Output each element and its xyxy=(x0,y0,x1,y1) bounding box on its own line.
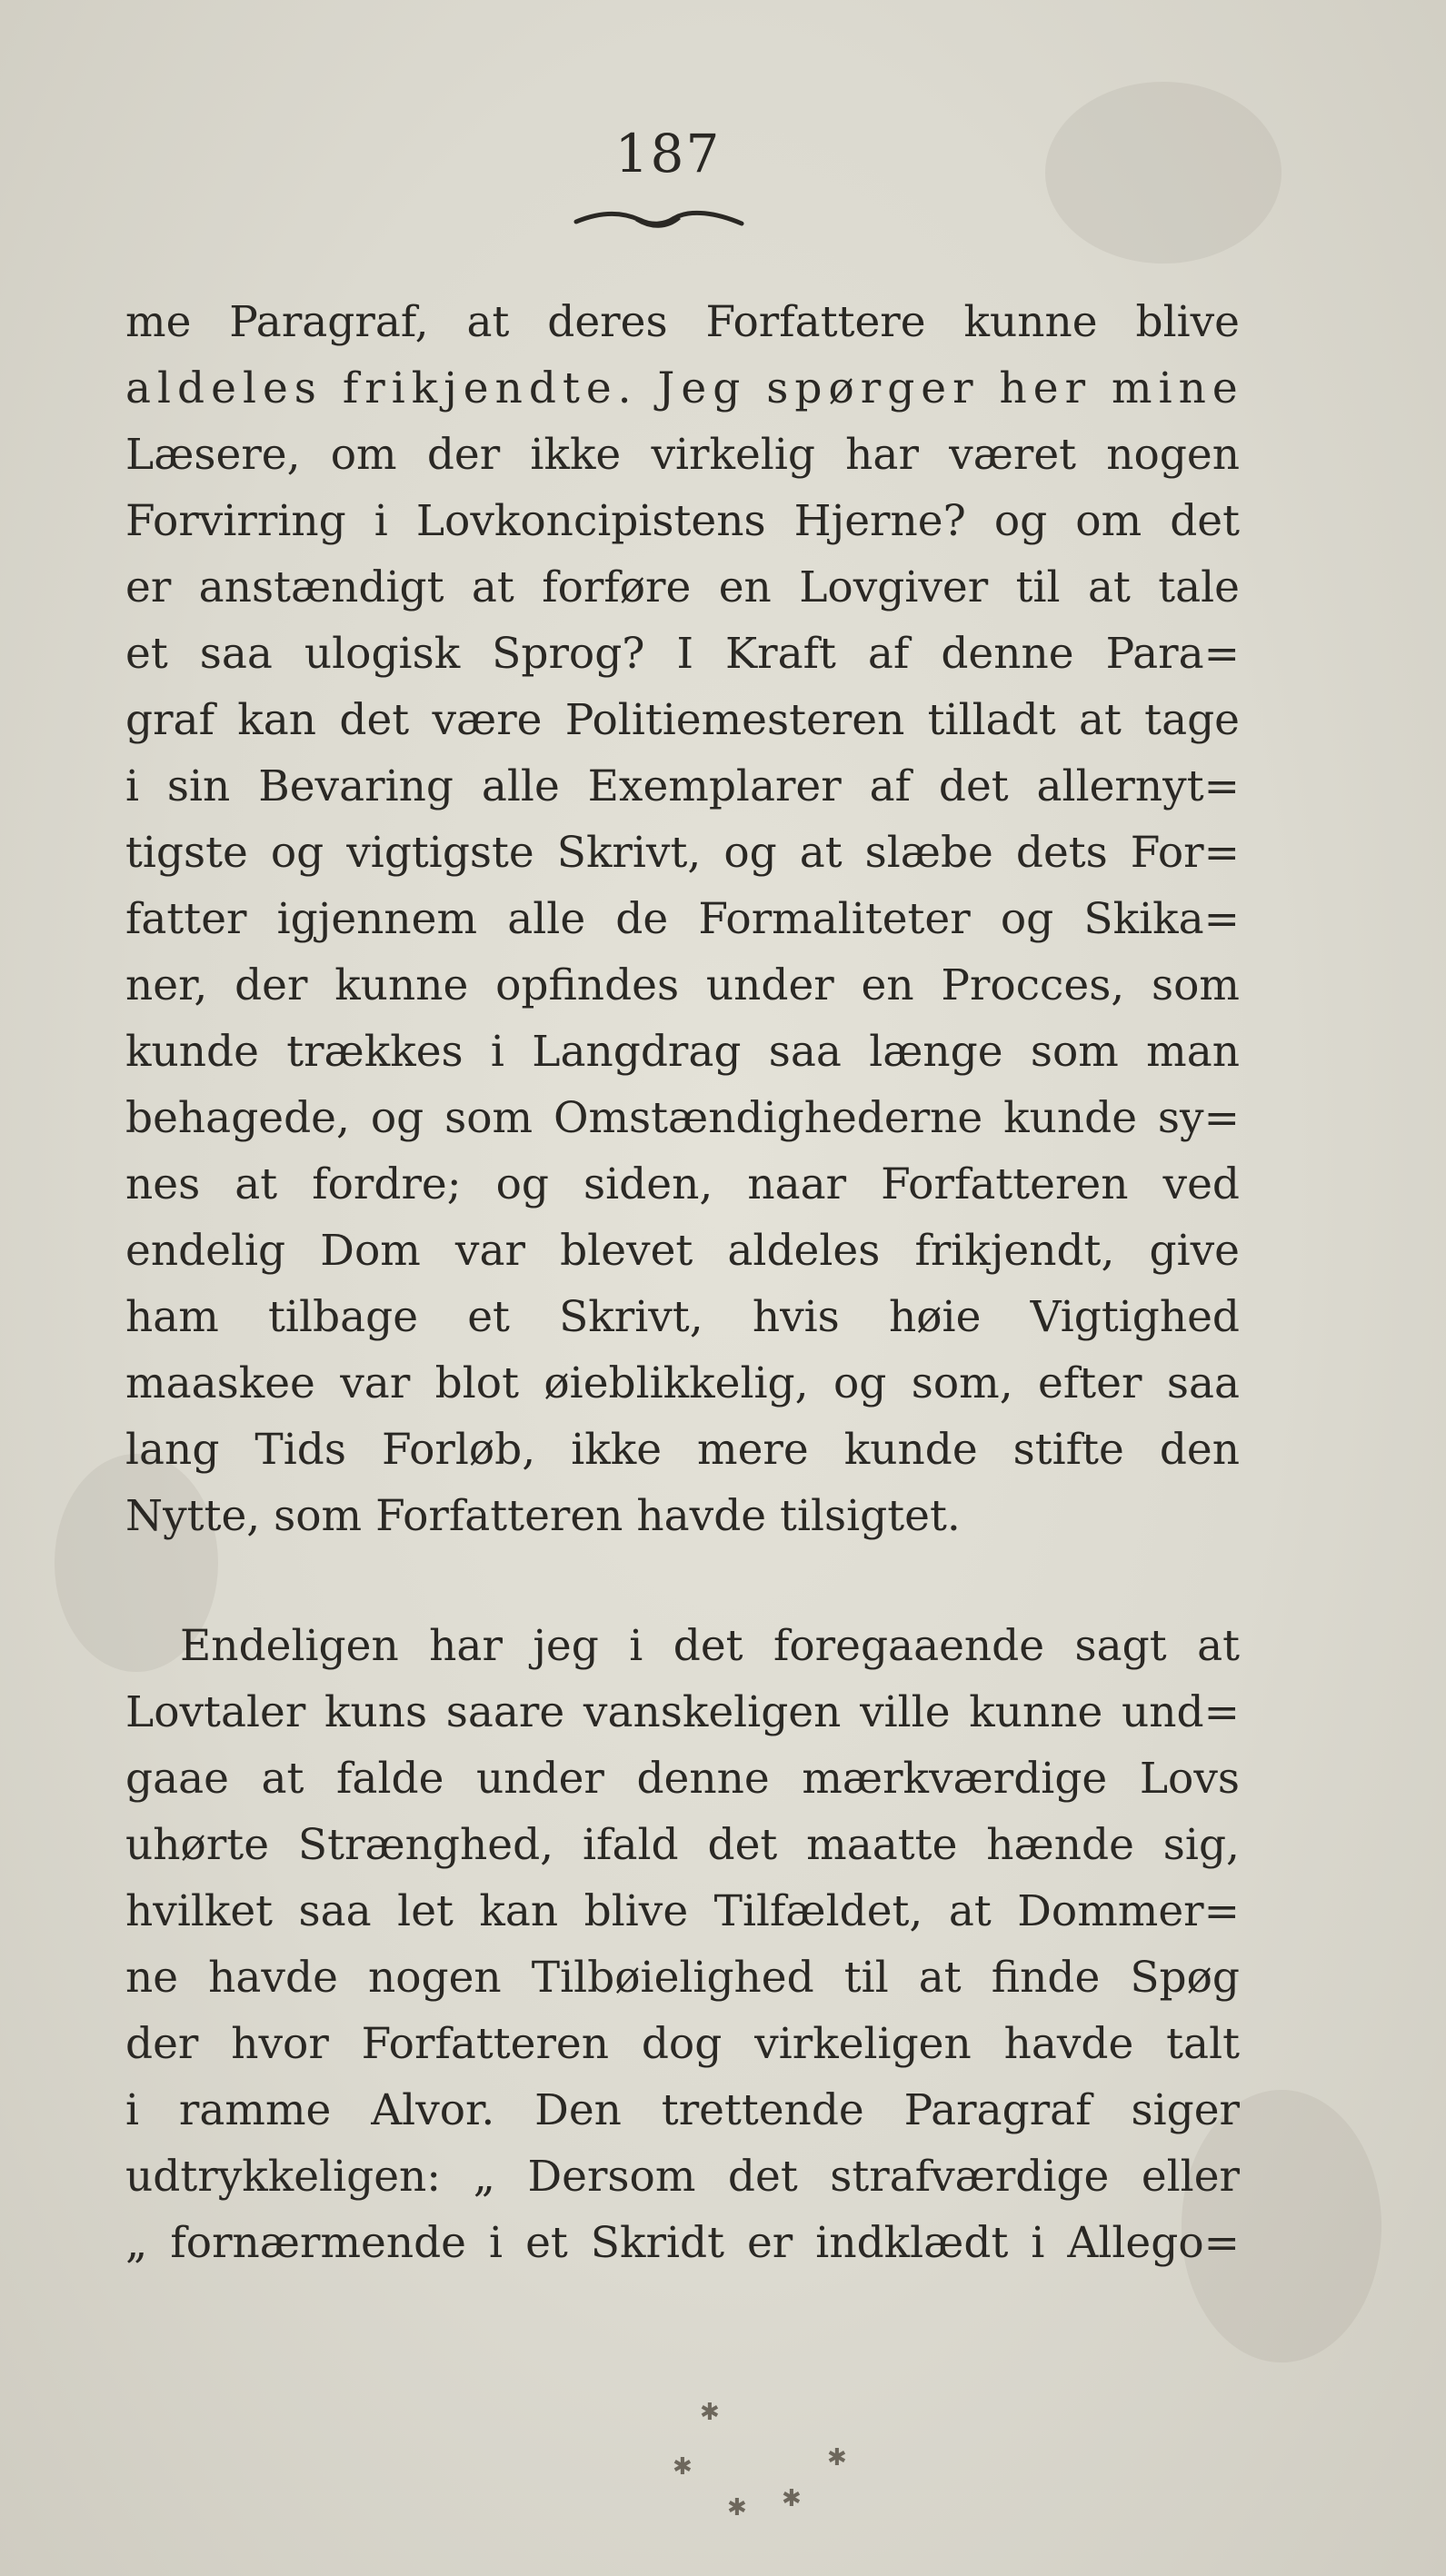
asterisk-icon: ✱ xyxy=(673,2453,693,2481)
asterisk-icon: ✱ xyxy=(700,2399,720,2426)
text-line: Forvirring i Lovkoncipistens Hjerne? og om det xyxy=(125,496,1240,546)
text-line: gaae at falde under denne mærkværdige Lovs xyxy=(125,1754,1240,1804)
text-line: kunde trækkes i Langdrag saa længe som man xyxy=(125,1027,1240,1077)
text-line: me Paragraf, at deres Forfattere kunne blive xyxy=(125,297,1240,347)
text-line: „ fornærmende i et Skridt er indklædt i Allego= xyxy=(125,2218,1240,2268)
decorative-asterisks xyxy=(673,2399,909,2526)
text-line: i ramme Alvor. Den trettende Paragraf siger xyxy=(125,2085,1240,2135)
text-line: graf kan det være Politiemesteren tilladt at tage xyxy=(125,695,1240,745)
text-line: lang Tids Forløb, ikke mere kunde stifte den xyxy=(125,1425,1240,1475)
asterisk-icon: ✱ xyxy=(782,2485,802,2512)
text-line: Lovtaler kuns saare vanskeligen ville kunne und= xyxy=(125,1687,1240,1737)
text-line: uhørte Strænghed, ifald det maatte hænde sig, xyxy=(125,1820,1240,1870)
text-line: nes at fordre; og siden, naar Forfatteren ved xyxy=(125,1159,1240,1209)
text-line: hvilket saa let kan blive Tilfældet, at Dommer= xyxy=(125,1886,1240,1936)
text-line: Nytte, som Forfatteren havde tilsigtet. xyxy=(125,1491,961,1541)
text-line: Endeligen har jeg i det foregaaende sagt at xyxy=(180,1621,1240,1671)
text-line: endelig Dom var blevet aldeles frikjendt, give xyxy=(125,1226,1240,1276)
text-line: tigste og vigtigste Skrivt, og at slæbe dets For= xyxy=(125,828,1240,878)
paragraph-2 xyxy=(125,1613,1240,2276)
text-line: fatter igjennem alle de Formaliteter og Skika= xyxy=(125,894,1240,944)
text-line: i sin Bevaring alle Exemplarer af det allernyt= xyxy=(125,761,1240,811)
paragraph-1 xyxy=(125,289,1244,1549)
text-line: maaskee var blot øieblikkelig, og som, efter saa xyxy=(125,1358,1240,1408)
asterisk-icon: ✱ xyxy=(827,2444,847,2472)
text-line: Læsere, om der ikke virkelig har været nogen xyxy=(125,430,1240,480)
text-line: ne havde nogen Tilbøielighed til at finde Spøg xyxy=(125,1953,1240,2003)
text-line: ner, der kunne opfindes under en Procces, som xyxy=(125,960,1240,1010)
text-line: der hvor Forfatteren dog virkeligen havde talt xyxy=(125,2019,1240,2069)
text-line: er anstændigt at forføre en Lovgiver til at tale xyxy=(125,562,1240,612)
text-line: udtrykkeligen: „ Dersom det strafværdige eller xyxy=(125,2152,1240,2202)
page-number: 187 xyxy=(614,123,722,184)
text-line: behagede, og som Omstændighederne kunde sy= xyxy=(125,1093,1240,1143)
text-line: ham tilbage et Skrivt, hvis høie Vigtighed xyxy=(125,1292,1240,1342)
text-line: aldeles frikjendte. Jeg spørger her mine xyxy=(125,363,1244,413)
text-line: et saa ulogisk Sprog? I Kraft af denne Para= xyxy=(125,629,1240,679)
asterisk-icon: ✱ xyxy=(727,2494,747,2521)
wave-ornament-icon xyxy=(573,207,745,234)
